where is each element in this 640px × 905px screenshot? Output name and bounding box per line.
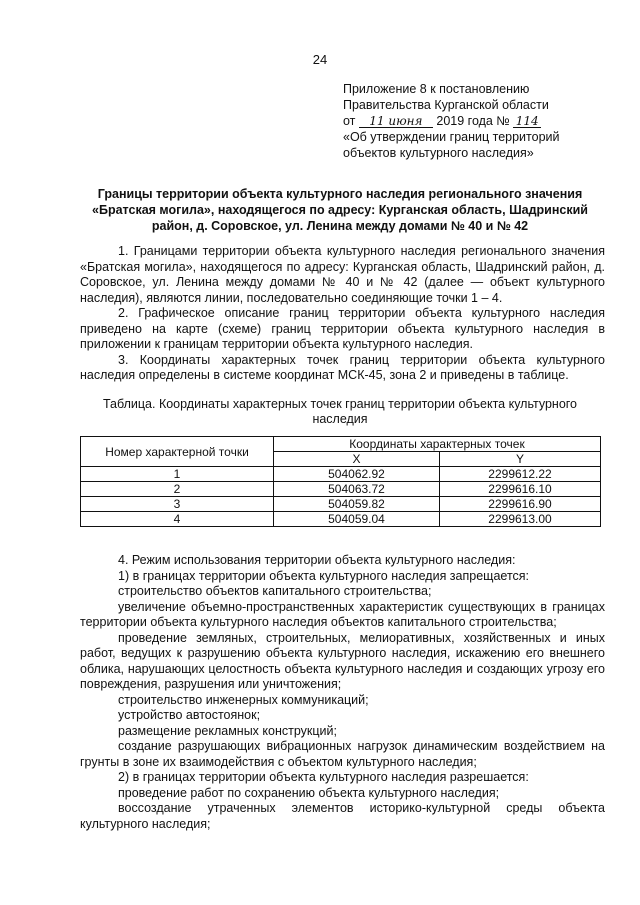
appendix-line-1: Приложение 8 к постановлению — [343, 82, 530, 96]
header-point-cell: Номер характерной точки — [81, 437, 274, 467]
regime-paragraph: 1) в границах территории объекта культурного наследия запрещается: — [118, 568, 530, 583]
x-cell: 504062.92 — [274, 467, 440, 482]
point-number-cell: 3 — [81, 497, 274, 512]
table-row — [81, 497, 601, 512]
coordinates-table — [80, 436, 601, 527]
y-cell: 2299612.22 — [440, 467, 601, 482]
regime-paragraph: строительство инженерных коммуникаций; — [118, 692, 369, 707]
appendix-from: от — [343, 114, 356, 128]
document-title: Границы территории объекта культурного наследия регионального значения «Братская могила», находящегося по адресу: Курганская область, Шадринский район, д. Соровское, ул. Ленина между домами № 40 и № 42 — [92, 187, 588, 233]
regime-paragraph: создание разрушающих вибрационных нагрузок динамическим воздействием на грунты в зоне их взаимодействия с объектом культурного наследия; — [80, 739, 605, 769]
regime-paragraph: воссоздание утраченных элементов историко-культурной среды объекта культурного наследия; — [80, 801, 605, 831]
regime-section — [80, 553, 605, 832]
regime-paragraph: размещение рекламных конструкций; — [118, 723, 337, 738]
point-number-cell: 1 — [81, 467, 274, 482]
regime-paragraph: 2) в границах территории объекта культурного наследия разрешается: — [118, 770, 529, 784]
regime-paragraph: увеличение объемно-пространственных характеристик существующих в границах территории объекта культурного наследия объектов капитального строительства; — [80, 599, 605, 629]
table-caption: Таблица. Координаты характерных точек границ территории объекта культурного наследия — [102, 397, 578, 426]
intro-paragraph: 1. Границами территории объекта культурного наследия регионального значения «Братская могила», находящегося по адресу: Курганская область, Шадринский район, д. Соровское, ул. Ленина между домами № 40 и № 42 (далее — объект культурного наследия), являются линии, последовательно соединяющие точки 1 – 4. — [80, 244, 605, 305]
y-cell: 2299613.00 — [440, 512, 601, 527]
header-coords-cell: Координаты характерных точек — [274, 437, 601, 452]
header-x-cell: X — [274, 452, 440, 467]
table-header-row — [81, 437, 601, 452]
intro-paragraph: 3. Координаты характерных точек границ территории объекта культурного наследия определены в системе координат МСК-45, зона 2 и приведены в таблице. — [80, 352, 605, 382]
point-number-cell: 2 — [81, 482, 274, 497]
point-number-cell: 4 — [81, 512, 274, 527]
page-number: 24 — [312, 52, 328, 67]
appendix-line-5: объектов культурного наследия» — [343, 146, 534, 160]
x-cell: 504059.04 — [274, 512, 440, 527]
regime-paragraph: строительство объектов капитального строительства; — [118, 584, 432, 598]
x-cell: 504059.82 — [274, 497, 440, 512]
table-row — [81, 482, 601, 497]
x-cell: 504063.72 — [274, 482, 440, 497]
intro-paragraph: 2. Графическое описание границ территории объекта культурного наследия приведено на карте (схеме) границ территории объекта культурного наследия в приложении к границам территории объекта культурного наследия. — [80, 306, 605, 351]
header-y-cell: Y — [440, 452, 601, 467]
table-row — [81, 512, 601, 527]
regime-paragraph: проведение земляных, строительных, мелиоративных, хозяйственных и иных работ, ведущих к разрушению объекта культурного наследия, искажению его внешнего облика, нарушающих целостность объекта культурного наследия и создающих угрозу его повреждения, разрушения или уничтожения; — [80, 630, 605, 691]
regime-paragraph: устройство автостоянок; — [118, 708, 261, 722]
appendix-line-4: «Об утверждении границ территорий — [343, 130, 560, 144]
y-cell: 2299616.90 — [440, 497, 601, 512]
appendix-date-line — [343, 113, 623, 129]
y-cell: 2299616.10 — [440, 482, 601, 497]
appendix-line-2: Правительства Курганской области — [343, 98, 549, 112]
appendix-year: 2019 года № — [436, 114, 510, 128]
appendix-header — [343, 81, 623, 161]
handwritten-date: 11 июня — [359, 115, 433, 128]
table-row — [81, 467, 601, 482]
handwritten-number: 114 — [513, 115, 541, 128]
intro-section — [80, 244, 605, 384]
regime-paragraph: проведение работ по сохранению объекта культурного наследия; — [118, 785, 500, 800]
regime-paragraph: 4. Режим использования территории объекта культурного наследия: — [118, 553, 516, 567]
